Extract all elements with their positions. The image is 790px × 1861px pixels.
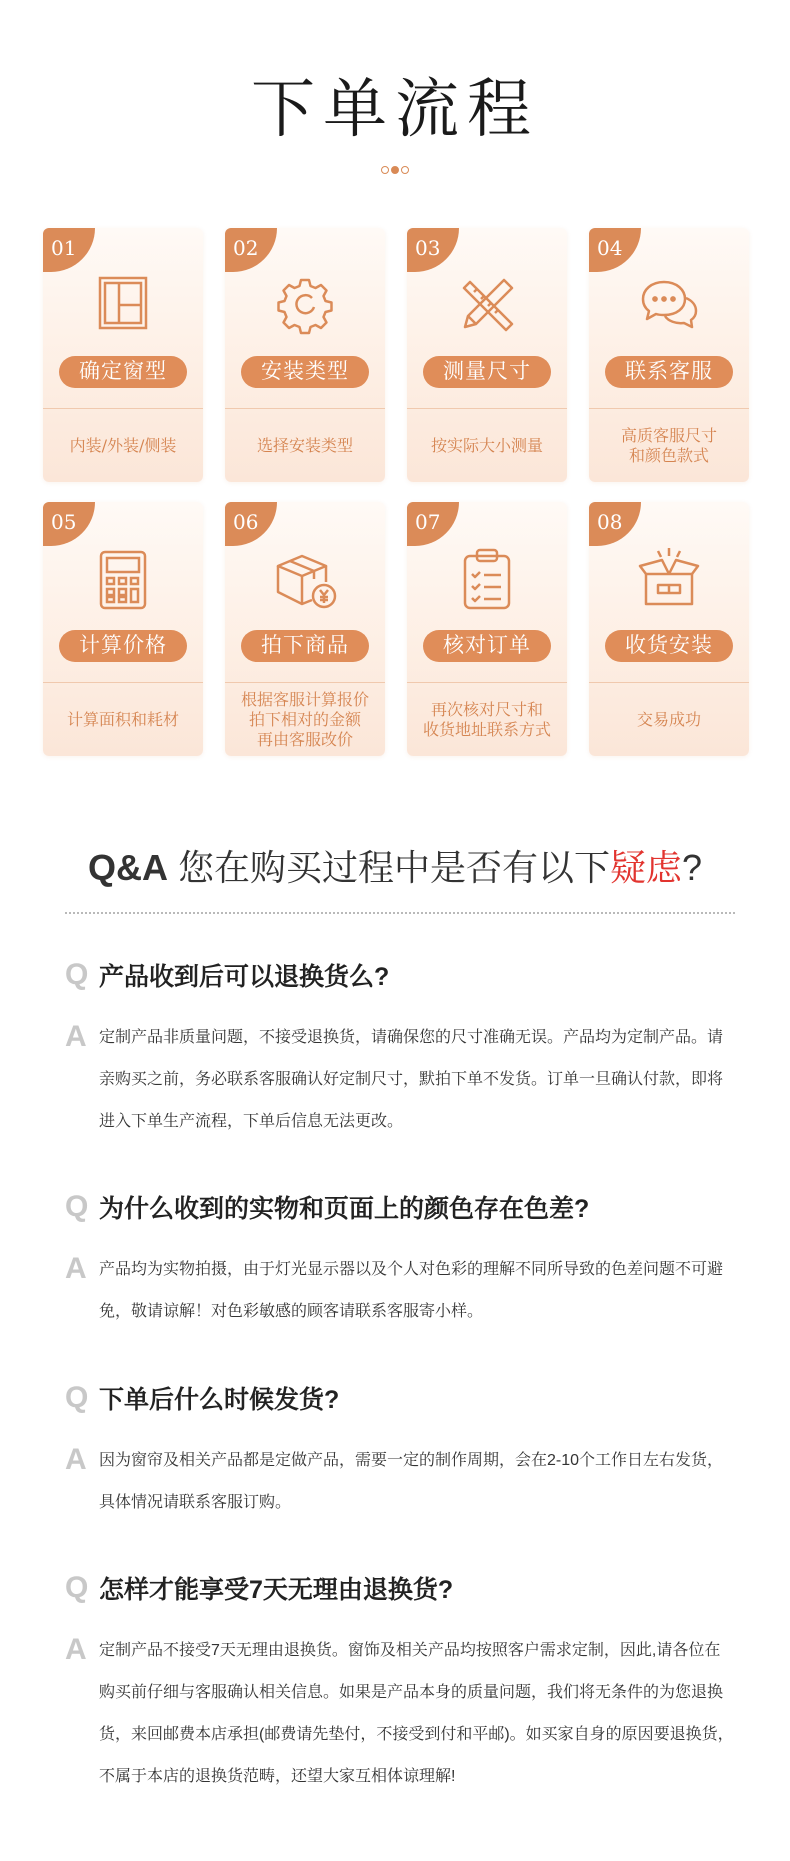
step-number: 06: [225, 502, 277, 546]
faq-answer: 定制产品不接受7天无理由退换货。窗饰及相关产品均按照客户需求定制，因此,请各位在购买前仔细与客服确认相关信息。如果是产品本身的质量问题，我们将无条件的为您退换货，来回邮费本店承担(邮费请先垫付，不接受到付和平邮)。如买家自身的原因要退换货，不属于本店的退换货范畴，还望大家互相体谅理解!: [99, 1642, 734, 1785]
qa-heading: [0, 840, 790, 891]
faq-question: 下单后什么时候发货?: [99, 1386, 340, 1414]
q-icon: Q: [65, 1381, 89, 1414]
ruler-pencil-icon: [452, 270, 522, 340]
a-icon: A: [65, 1633, 87, 1666]
faq-item: [65, 1378, 735, 1524]
faq-answer: 产品均为实物拍摄，由于灯光显示器以及个人对色彩的理解不同所导致的色差问题不可避免，敬请谅解！对色彩敏感的顾客请联系客服寄小样。: [99, 1261, 724, 1320]
step-label: 收货安装: [605, 630, 733, 662]
title-dots-decoration: [0, 161, 790, 171]
step-description: 按实际大小测量: [430, 435, 543, 455]
step-description: 选择安装类型: [256, 435, 353, 455]
step-description: 高质客服尺寸 和颜色款式: [620, 425, 717, 465]
faq-item: [65, 955, 735, 1143]
step-label: 联系客服: [605, 356, 733, 388]
step-description: 计算面积和耗材: [66, 709, 179, 729]
qa-prefix: Q&A: [87, 847, 168, 888]
step-label: 确定窗型: [59, 356, 187, 388]
step-card: [43, 228, 203, 482]
step-number: 04: [589, 228, 641, 272]
dot-icon: [391, 166, 399, 174]
faq-item: [65, 1568, 735, 1798]
q-icon: Q: [65, 958, 89, 991]
q-icon: Q: [65, 1571, 89, 1604]
q-icon: Q: [65, 1190, 89, 1223]
step-description: 内装/外装/侧装: [69, 435, 177, 455]
process-steps-grid: [43, 228, 750, 756]
gear-icon: [270, 270, 340, 340]
step-card: [589, 228, 749, 482]
faq-item: [65, 1187, 735, 1333]
step-description: 再次核对尺寸和 收货地址联系方式: [422, 699, 551, 739]
step-label: 安装类型: [241, 356, 369, 388]
box-price-icon: [270, 544, 340, 614]
qa-heading-highlight: 疑虑: [609, 847, 682, 888]
dot-icon: [381, 166, 389, 174]
step-label: 测量尺寸: [423, 356, 551, 388]
faq-question: 产品收到后可以退换货么?: [99, 963, 390, 991]
clipboard-check-icon: [452, 544, 522, 614]
calculator-icon: [88, 544, 158, 614]
open-box-icon: [634, 544, 704, 614]
step-number: 08: [589, 502, 641, 546]
step-number: 03: [407, 228, 459, 272]
step-number: 02: [225, 228, 277, 272]
a-icon: A: [65, 1020, 87, 1053]
step-card: [225, 228, 385, 482]
dotted-divider: [65, 912, 735, 914]
page-title: 下单流程: [251, 73, 539, 147]
step-description: 根据客服计算报价 拍下相对的金额 再由客服改价: [240, 689, 369, 749]
step-card: [589, 502, 749, 756]
step-description: 交易成功: [636, 709, 701, 729]
step-label: 拍下商品: [241, 630, 369, 662]
qa-heading-suffix: ?: [682, 847, 703, 888]
step-number: 05: [43, 502, 95, 546]
step-card: [43, 502, 203, 756]
a-icon: A: [65, 1443, 87, 1476]
chat-bubbles-icon: [634, 270, 704, 340]
step-card: [225, 502, 385, 756]
faq-answer: 定制产品非质量问题，不接受退换货，请确保您的尺寸准确无误。产品均为定制产品。请亲购买之前，务必联系客服确认好定制尺寸，默拍下单不发货。订单一旦确认付款，即将进入下单生产流程，下单后信息无法更改。: [99, 1029, 724, 1130]
window-icon: [88, 270, 158, 340]
step-number: 01: [43, 228, 95, 272]
dot-icon: [401, 166, 409, 174]
faq-answer: 因为窗帘及相关产品都是定做产品，需要一定的制作周期，会在2-10个工作日左右发货，具体情况请联系客服订购。: [99, 1452, 724, 1511]
a-icon: A: [65, 1252, 87, 1285]
faq-question: 为什么收到的实物和页面上的颜色存在色差?: [99, 1195, 590, 1223]
qa-heading-text: 您在购买过程中是否有以下: [167, 847, 610, 888]
step-label: 计算价格: [59, 630, 187, 662]
faq-question: 怎样才能享受7天无理由退换货?: [99, 1576, 454, 1604]
step-number: 07: [407, 502, 459, 546]
step-card: [407, 502, 567, 756]
step-card: [407, 228, 567, 482]
step-label: 核对订单: [423, 630, 551, 662]
